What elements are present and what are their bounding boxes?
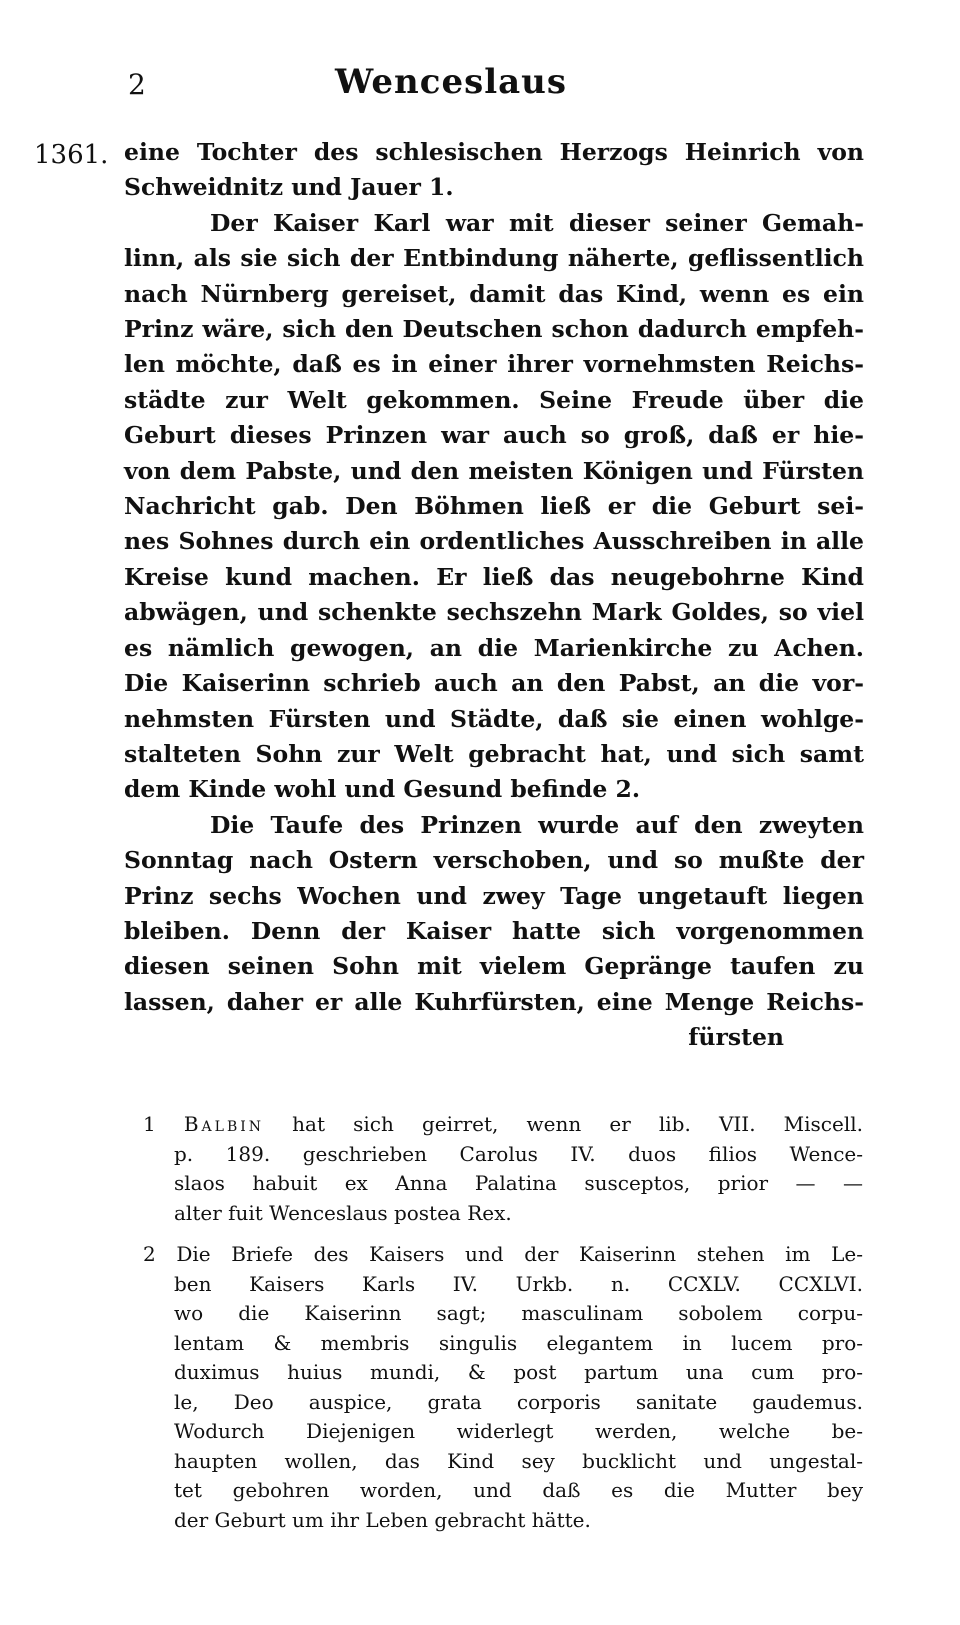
footnote-2 — [143, 1240, 863, 1535]
text-line: lassen, daher er alle Kuhrfürsten, eine Menge Reichs- — [124, 987, 864, 1016]
footnote-line: duximus huius mundi, & post partum una cum pro- — [174, 1360, 863, 1384]
text-line: stalteten Sohn zur Welt gebracht hat, und sich samt — [124, 739, 864, 768]
text-line: von dem Pabste, und den meisten Königen und Fürsten — [124, 456, 864, 485]
footnote-line: lentam & membris singulis elegantem in lucem pro- — [174, 1330, 863, 1355]
text-line: Der Kaiser Karl war mit dieser seiner Gemah- — [210, 208, 864, 237]
footnote-line: Wodurch Diejenigen widerlegt werden, welche be- — [174, 1419, 863, 1443]
text-line: abwägen, und schenkte sechszehn Mark Goldes, so viel — [124, 598, 864, 627]
text-line: Prinz wäre, sich den Deutschen schon dadurch empfeh- — [124, 315, 864, 344]
footnote-marker: 1 — [143, 1112, 156, 1136]
text-line: nach Nürnberg gereiset, damit das Kind, wenn es ein — [124, 279, 864, 308]
footnote-line: ben Kaisers Karls IV. Urkb. n. CCXLV. CCXLVI. — [174, 1271, 863, 1296]
footnote-text: hat sich geirret, wenn er lib. VII. Miscell. — [292, 1112, 863, 1136]
footnote-line: alter fuit Wenceslaus postea Rex. — [174, 1200, 512, 1225]
text-line: Prinz sechs Wochen und zwey Tage ungetauft liegen — [124, 881, 864, 910]
text-line: Sonntag nach Ostern verschoben, und so mußte der — [124, 846, 864, 875]
text-line: Nachricht gab. Den Böhmen ließ er die Geburt sei- — [124, 492, 864, 521]
text-line: bleiben. Denn der Kaiser hatte sich vorgenommen — [124, 916, 864, 945]
text-line: städte zur Welt gekommen. Seine Freude über die — [124, 385, 864, 414]
text-line: Geburt dieses Prinzen war auch so groß, daß er hie- — [124, 421, 864, 450]
running-title: Wenceslaus — [335, 62, 568, 102]
margin-year: 1361. — [34, 140, 109, 170]
footnote-line: slaos habuit ex Anna Palatina susceptos, prior — — — [174, 1171, 863, 1195]
text-line: nehmsten Fürsten und Städte, daß sie einen wohlge- — [124, 704, 864, 733]
text-line: Die Kaiserinn schrieb auch an den Pabst, an die vor- — [124, 669, 864, 698]
footnote-1 — [143, 1110, 863, 1228]
footnote-author: Balbin — [183, 1112, 265, 1136]
catchword: fürsten — [688, 1023, 784, 1052]
footnote-line: haupten wollen, das Kind sey bucklicht und ungestal- — [174, 1448, 863, 1473]
text-line: linn, als sie sich der Entbindung näherte, geflissentlich — [124, 244, 864, 273]
footnote-line: tet gebohren worden, und daß es die Mutter bey — [174, 1478, 863, 1502]
text-line: es nämlich gewogen, an die Marienkirche zu Achen. — [124, 633, 864, 662]
text-line: eine Tochter des schlesischen Herzogs Heinrich von — [124, 138, 864, 166]
footnote-line: der Geburt um ihr Leben gebracht hätte. — [174, 1507, 591, 1532]
text-line: Kreise kund machen. Er ließ das neugebohrne Kind — [124, 562, 864, 591]
page-number: 2 — [128, 68, 146, 101]
footnote-line: wo die Kaiserinn sagt; masculinam sobolem corpu- — [174, 1301, 863, 1325]
text-line: diesen seinen Sohn mit vielem Gepränge taufen zu — [124, 952, 864, 981]
footnote-line: p. 189. geschrieben Carolus IV. duos filios Wence- — [174, 1141, 863, 1166]
footnote-marker: 2 — [143, 1242, 156, 1266]
text-line: Die Taufe des Prinzen wurde auf den zweyten — [210, 810, 864, 839]
body-text — [124, 135, 864, 1056]
text-line: nes Sohnes durch ein ordentliches Ausschreiben in alle — [124, 527, 864, 556]
footnote-line: le, Deo auspice, grata corporis sanitate gaudemus. — [174, 1389, 863, 1414]
footnote-text: Die Briefe des Kaisers und der Kaiserinn stehen im Le- — [176, 1242, 863, 1266]
footnotes — [143, 1110, 863, 1535]
text-line: Schweidnitz und Jauer 1. — [124, 173, 454, 202]
text-line: dem Kinde wohl und Gesund befinde 2. — [124, 775, 641, 804]
text-line: len möchte, daß es in einer ihrer vornehmsten Reichs- — [124, 350, 864, 379]
